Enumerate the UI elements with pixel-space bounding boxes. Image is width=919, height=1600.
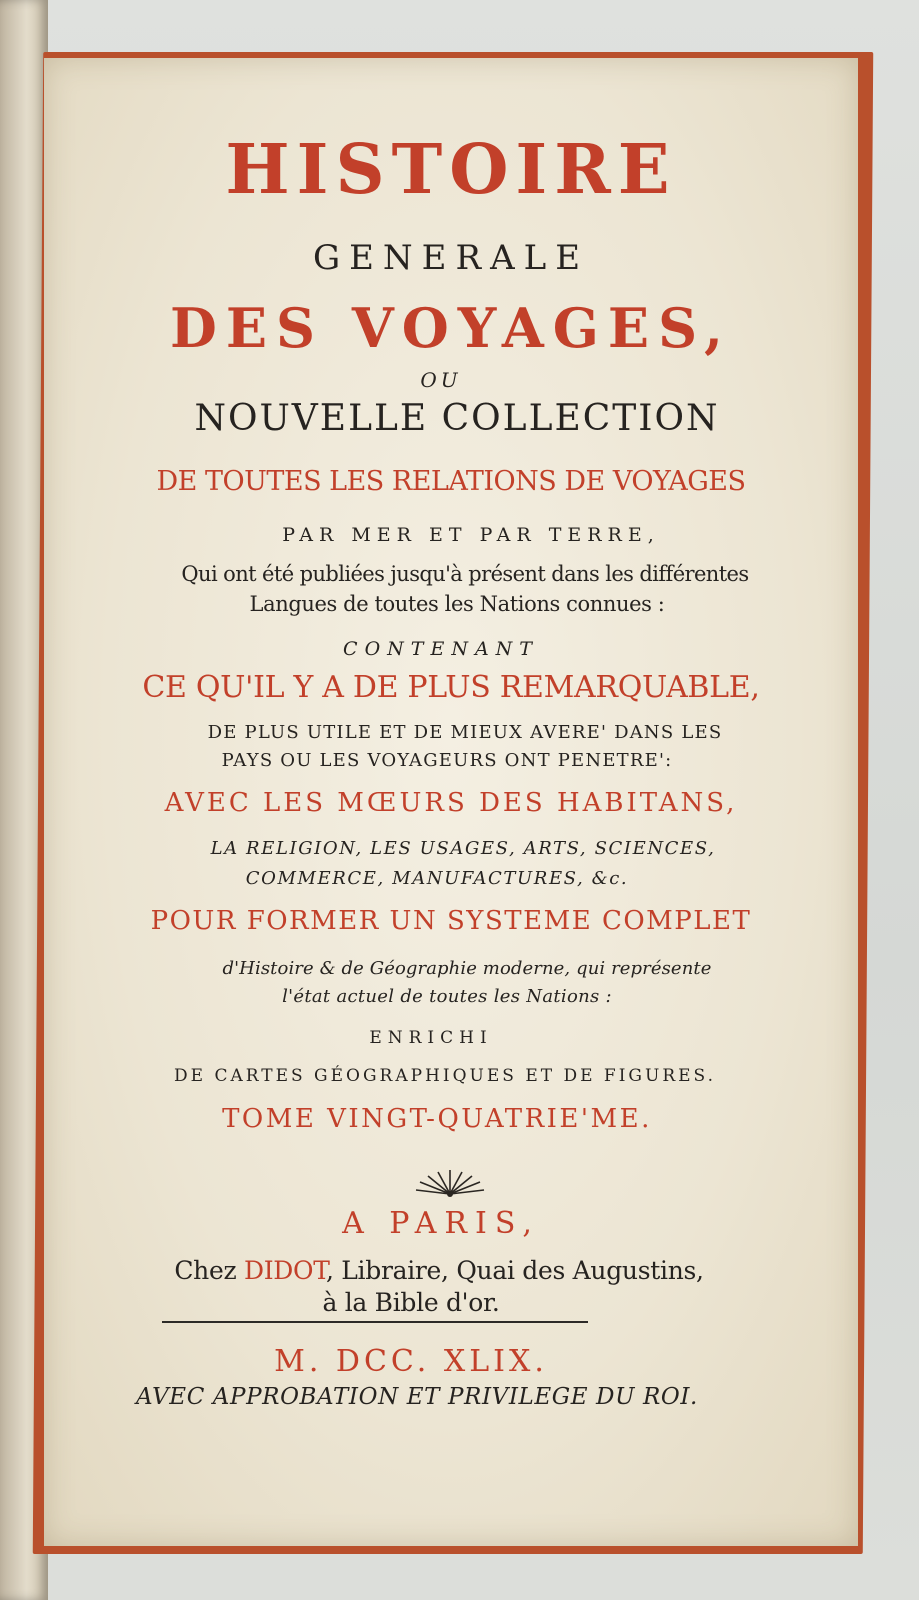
religion-line-1: LA RELIGION, LES USAGES, ARTS, SCIENCES, [210, 838, 716, 859]
geography-line-2: l'état actuel de toutes les Nations : [282, 986, 612, 1007]
imprint-chez: Chez [174, 1256, 237, 1285]
imprint-a-paris: A PARIS, [342, 1206, 540, 1241]
title-generale: GENERALE [312, 238, 590, 278]
geography-line-1: d'Histoire & de Géographie moderne, qui représente [222, 958, 712, 979]
title-avec-moeurs: AVEC LES MŒURS DES HABITANS, [164, 788, 738, 818]
title-cartes: DE CARTES GÉOGRAPHIQUES ET DE FIGURES. [174, 1066, 716, 1086]
title-pour-former: POUR FORMER UN SYSTEME COMPLET [150, 906, 752, 936]
description-line-1: DE PLUS UTILE ET DE MIEUX AVERE' DANS LES [207, 722, 723, 743]
imprint-bible: à la Bible d'or. [322, 1288, 500, 1317]
subtitle-line-2: Langues de toutes les Nations connues : [249, 592, 665, 616]
title-histoire: HISTOIRE [225, 130, 677, 210]
title-de-toutes: DE TOUTES LES RELATIONS DE VOYAGES [156, 466, 746, 497]
title-nouvelle-collection: NOUVELLE COLLECTION [194, 398, 720, 439]
imprint-didot: DIDOT [243, 1256, 326, 1285]
subtitle-line-1: Qui ont été publiées jusqu'à présent dans les différentes [181, 562, 749, 586]
imprint-date: M. DCC. XLIX. [274, 1344, 548, 1379]
imprint-libraire: , Libraire, Quai des Augustins, [325, 1256, 704, 1285]
title-ce-quil: CE QU'IL Y A DE PLUS REMARQUABLE, [142, 670, 760, 705]
title-enrichi: ENRICHI [369, 1028, 493, 1048]
religion-line-2: COMMERCE, MANUFACTURES, &c. [245, 868, 629, 889]
title-contenant: CONTENANT [343, 638, 539, 660]
description-line-2: PAYS OU LES VOYAGEURS ONT PENETRE': [221, 750, 673, 771]
title-par-mer: PAR MER ET PAR TERRE, [282, 524, 660, 546]
title-des-voyages: DES VOYAGES, [170, 296, 732, 360]
title-ou: OU [420, 368, 462, 392]
imprint-publisher-line [32, 1256, 846, 1285]
horizontal-rule [162, 1321, 588, 1323]
title-tome: TOME VINGT-QUATRIE'ME. [222, 1104, 652, 1134]
title-page [44, 58, 858, 1546]
printer-ornament-icon [414, 1164, 486, 1200]
imprint-approbation: AVEC APPROBATION ET PRIVILEGE DU ROI. [136, 1384, 698, 1410]
